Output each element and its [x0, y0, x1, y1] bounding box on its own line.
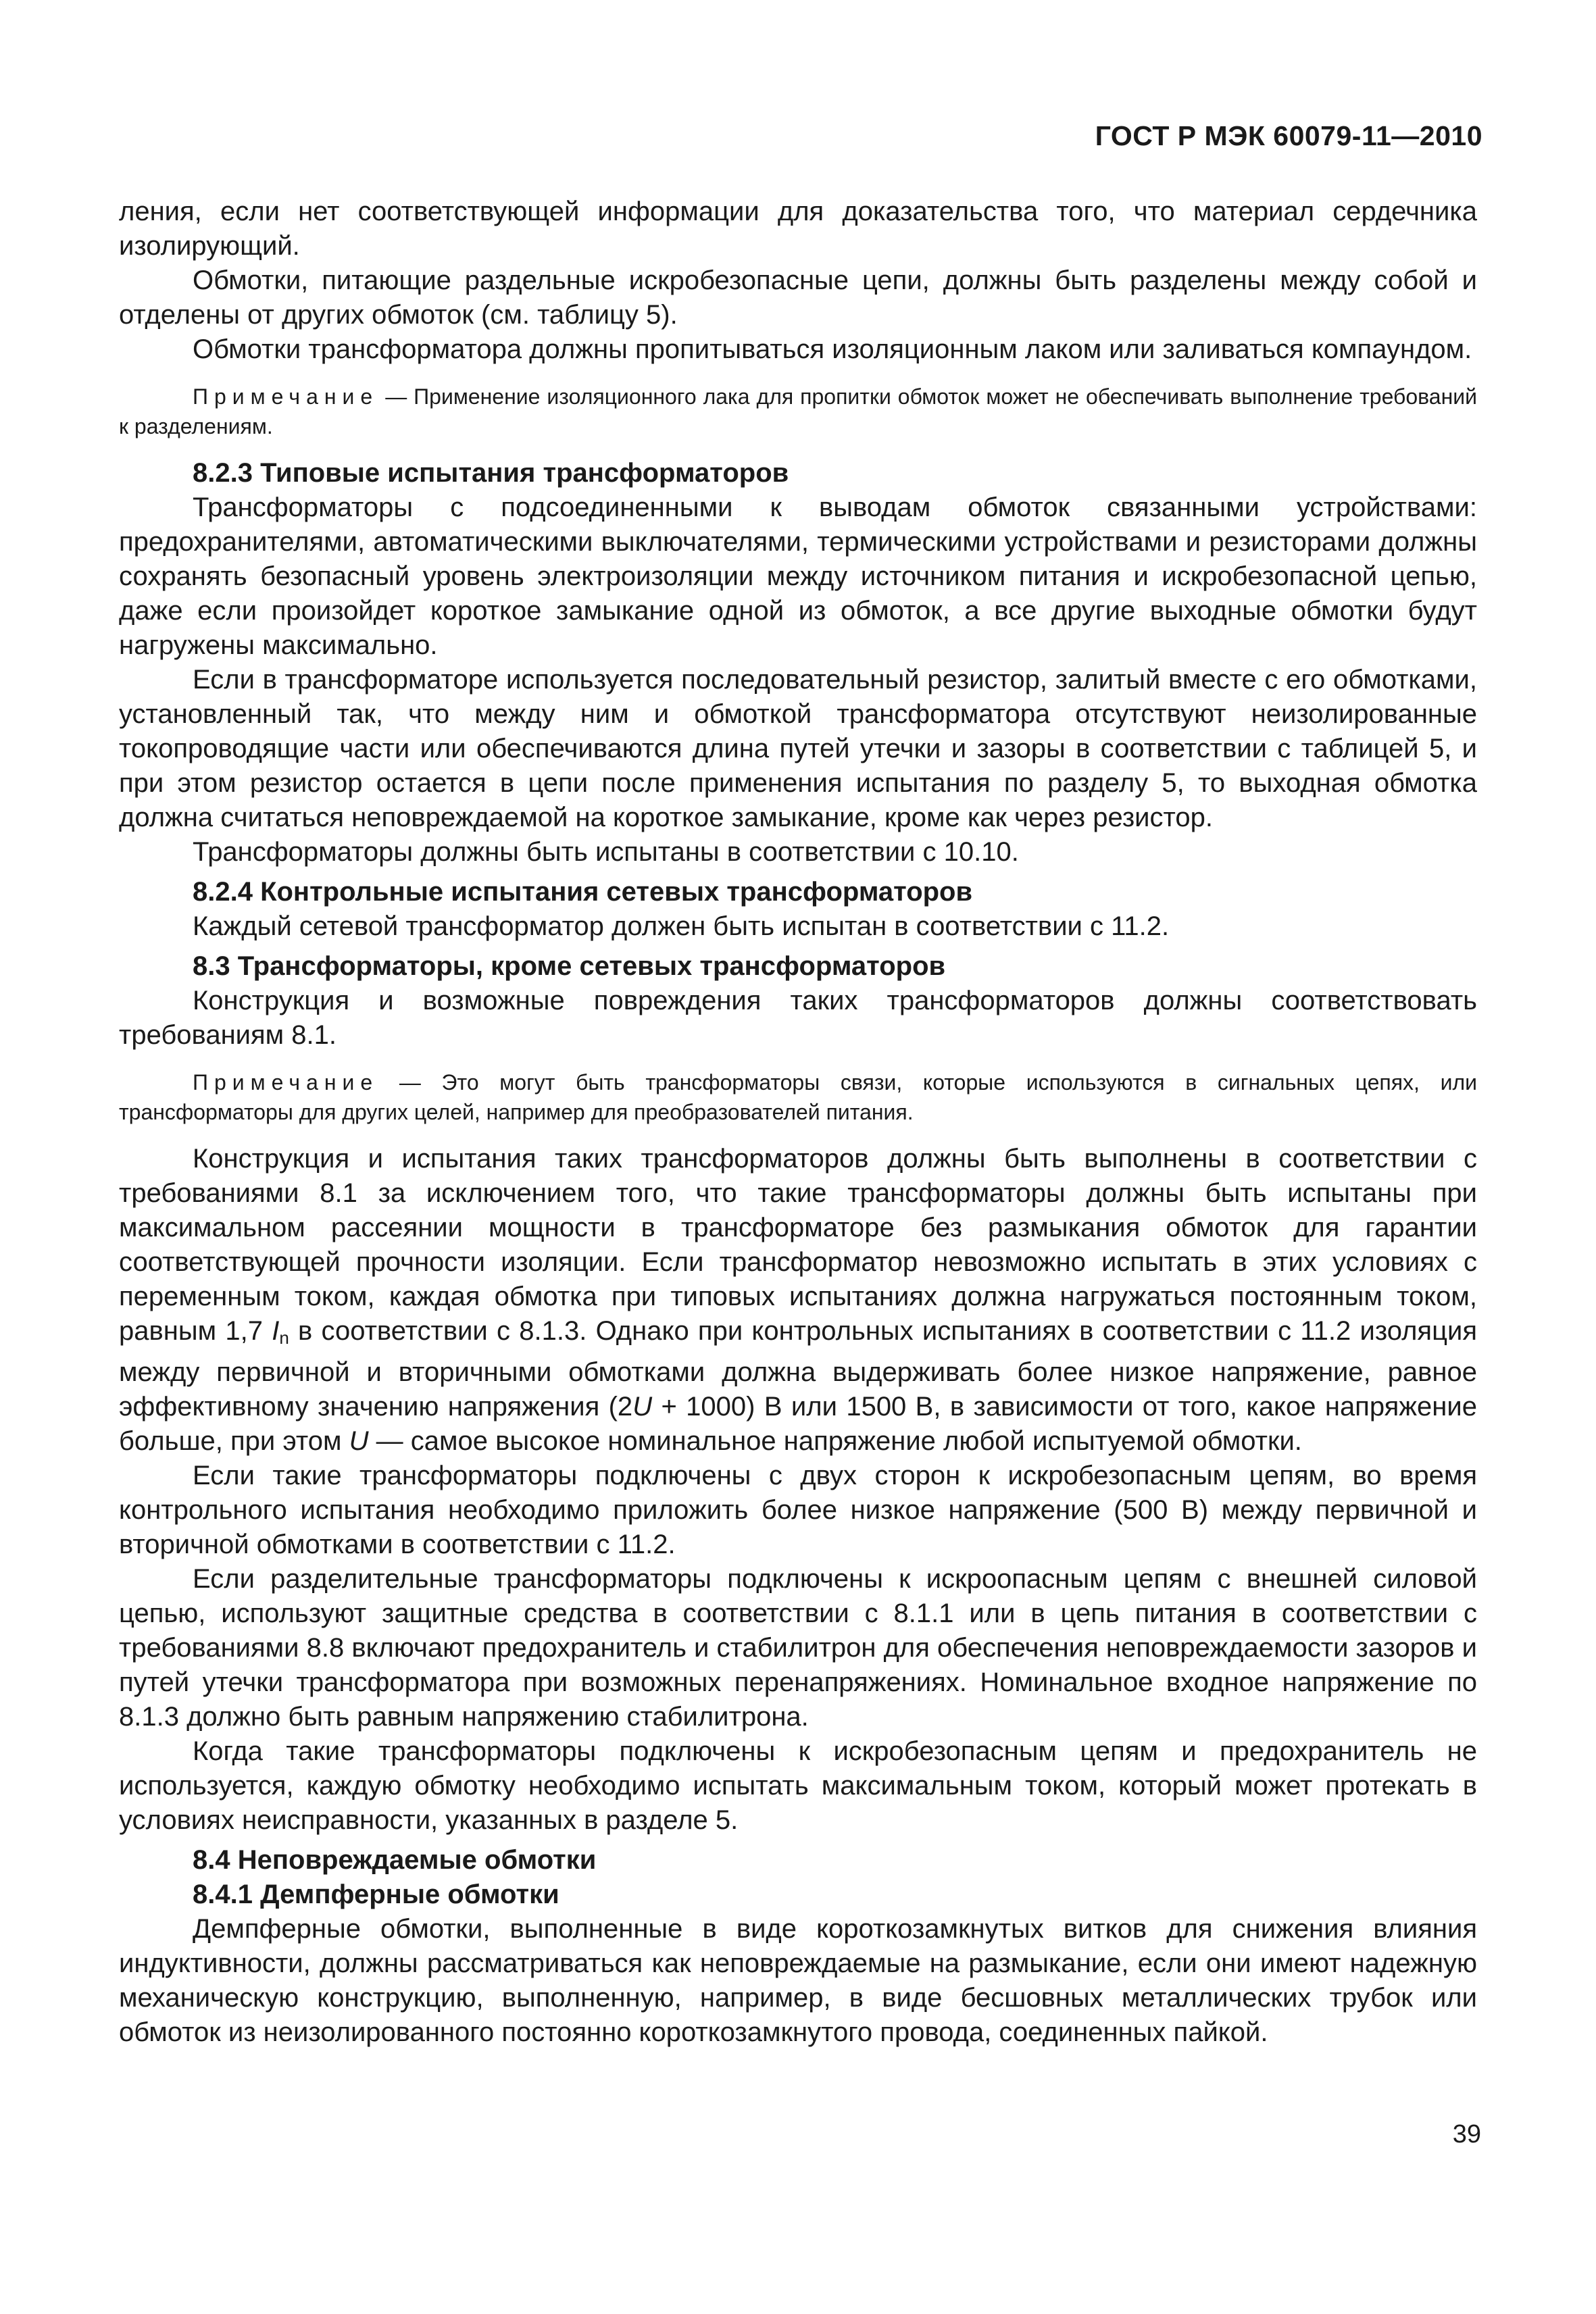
paragraph: Конструкция и возможные повреждения таких трансформаторов должны соответствовать требованиям 8.1.: [119, 986, 1477, 1050]
text-run: + 1000) В или 1500 В, в зависимости от того, какое напряжение больше, при этом: [119, 1392, 1477, 1456]
paragraph: Каждый сетевой трансформатор должен быть испытан в соответствии с 11.2.: [193, 911, 1170, 941]
section-heading-8-3: 8.3 Трансформаторы, кроме сетевых трансформаторов: [193, 951, 946, 981]
note-label: Примечание: [193, 384, 379, 409]
paragraph: Если такие трансформаторы подключены с двух сторон к искробезопасным цепям, во время контрольного испытания необходимо приложить более низкое напряжение (500 В) между первичной и вторичной обмотками в соответствии с 11.2.: [119, 1461, 1477, 1559]
document-header: ГОСТ Р МЭК 60079-11—2010: [1095, 120, 1482, 151]
text-run: в соответствии с 8.1.3. Однако при контрольных испытаниях в соответствии с 11.2 изоляция между первичной и вторичными обмотками должна выдерживать более низкое напряжение, равное эффективному значению напряжения (2: [119, 1316, 1477, 1422]
page-body: [119, 195, 1477, 2050]
section-heading-8-4: 8.4 Неповреждаемые обмотки: [193, 1845, 597, 1875]
paragraph: Если разделительные трансформаторы подключены к искроопасным цепям с внешней силовой цепью, используют защитные средства в соответствии с 8.1.1 или в цепь питания в соответствии с требованиями 8.8 включают предохранитель и стабилитрон для обеспечения неповреждаемости зазоров и путей утечки трансформатора при возможных перенапряжениях. Номинальное входное напряжение по 8.1.3 должно быть равным напряжению стабилитрона.: [119, 1564, 1477, 1732]
paragraph: Когда такие трансформаторы подключены к искробезопасным цепям и предохранитель не используется, каждую обмотку необходимо испытать максимальным током, который может протекать в условиях неисправности, указанных в разделе 5.: [119, 1736, 1477, 1835]
paragraph: [119, 1142, 1477, 1459]
note-label: Примечание: [193, 1070, 379, 1095]
text-run: Конструкция и испытания таких трансформаторов должны быть выполнены в соответствии с требованиями 8.1 за исключением того, что такие трансформаторы должны быть испытаны при максимальном рассеянии мощности в трансформаторе без размыкания обмоток для гарантии соответствующей прочности изоляции. Если трансформатор невозможно испытать в этих условиях с переменным током, каждая обмотка при типовых испытаниях должна нагружаться постоянным током, равным 1,7: [119, 1144, 1477, 1346]
section-heading-8-2-4: 8.2.4 Контрольные испытания сетевых трансформаторов: [193, 877, 973, 907]
variable-U: U: [632, 1392, 653, 1422]
section-heading-8-4-1: 8.4.1 Демпферные обмотки: [193, 1880, 559, 1909]
note-text: — Применение изоляционного лака для пропитки обмоток может не обеспечивать выполнение требований к разделениям.: [119, 384, 1477, 438]
note: [119, 382, 1477, 441]
subscript-n: n: [279, 1328, 289, 1348]
page-number: 39: [1452, 2120, 1481, 2148]
paragraph: Обмотки трансформатора должны пропитываться изоляционным лаком или заливаться компаундом.: [193, 334, 1472, 364]
variable-U: U: [349, 1426, 369, 1456]
paragraph: Если в трансформаторе используется последовательный резистор, залитый вместе с его обмотками, установленный так, что между ним и обмоткой трансформатора отсутствуют неизолированные токопроводящие части или обеспечиваются длина путей утечки и зазоры в соответствии с таблицей 5, и при этом резистор остается в цепи после применения испытания по разделу 5, то выходная обмотка должна считаться неповреждаемой на короткое замыкание, кроме как через резистор.: [119, 665, 1477, 832]
paragraph: Демпферные обмотки, выполненные в виде короткозамкнутых витков для снижения влияния индуктивности, должны рассматриваться как неповреждаемые на размыкание, если они имеют надежную механическую конструкцию, выполненную, например, в виде бесшовных металлических трубок или обмоток из неизолированного постоянно короткозамкнутого провода, соединенных пайкой.: [119, 1914, 1477, 2047]
variable-I: I: [272, 1316, 280, 1346]
text-run: — самое высокое номинальное напряжение любой испытуемой обмотки.: [368, 1426, 1302, 1456]
paragraph: Трансформаторы должны быть испытаны в соответствии с 10.10.: [193, 837, 1019, 867]
paragraph: Обмотки, питающие раздельные искробезопасные цепи, должны быть разделены между собой и отделены от других обмоток (см. таблицу 5).: [119, 266, 1477, 330]
paragraph: Трансформаторы с подсоединенными к выводам обмоток связанными устройствами: предохранителями, автоматическими выключателями, термическими устройствами и резисторами должны сохранять безопасный уровень электроизоляции между источником питания и искробезопасной цепью, даже если произойдет короткое замыкание одной из обмоток, а все другие выходные обмотки будут нагружены максимально.: [119, 493, 1477, 660]
note-text: — Это могут быть трансформаторы связи, которые используются в сигнальных цепях, или трансформаторы для других целей, например для преобразователей питания.: [119, 1070, 1477, 1124]
paragraph: ления, если нет соответствующей информации для доказательства того, что материал сердечника изолирующий.: [119, 197, 1477, 261]
section-heading-8-2-3: 8.2.3 Типовые испытания трансформаторов: [193, 458, 789, 488]
note: [119, 1067, 1477, 1127]
